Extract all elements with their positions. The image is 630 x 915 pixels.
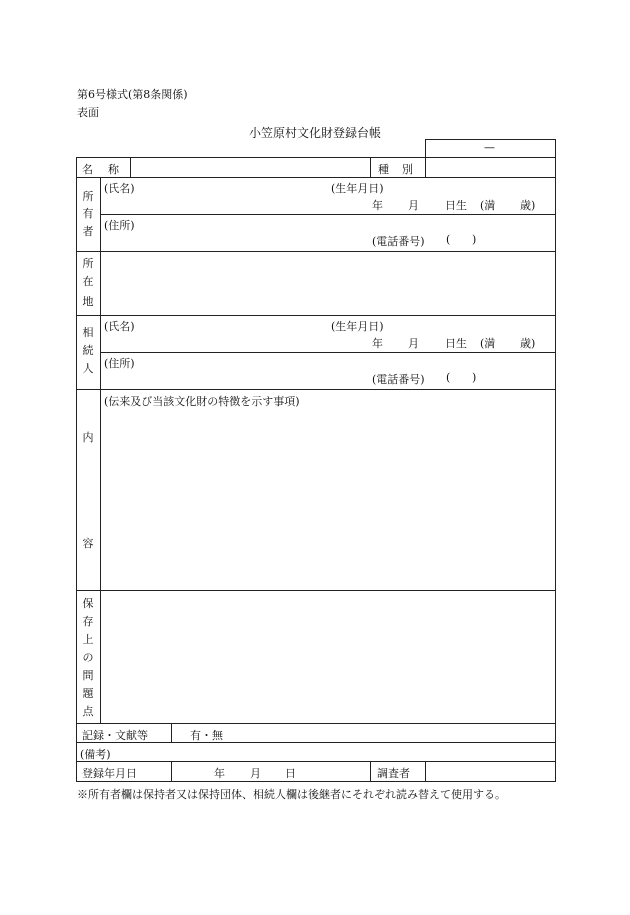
heir-name-label: (氏名) [104,320,135,333]
investigator-label: 調査者 [377,767,410,780]
page-title: 小笠原村文化財登録台帳 [248,126,381,140]
content-note: (伝来及び当該文化財の特徴を示す事項) [104,395,300,408]
preservation-label-5: 問 [82,669,94,682]
form-side: 表面 [77,106,99,119]
owner-phone-open: ( [446,233,451,246]
heir-label-1: 相 [82,326,94,339]
type-label-2: 別 [402,163,413,176]
registration-year: 年 [214,767,225,780]
heir-phone-open: ( [446,371,451,384]
heir-address-label: (住所) [104,357,135,370]
owner-birth-month: 月 [408,199,419,212]
heir-birth-day: 日生 [445,337,467,350]
preservation-label-2: 存 [82,615,94,628]
owner-phone-label: (電話番号) [372,235,425,248]
remarks-label: (備考) [80,748,111,761]
form-number: 第6号様式(第8条関係) [77,88,188,101]
registration-day: 日 [285,767,296,780]
owner-name-label: (氏名) [104,182,135,195]
heir-age-open: (満 [480,337,496,350]
location-label-2: 在 [82,275,94,288]
owner-address-label: (住所) [104,219,135,232]
footnote: ※所有者欄は保持者又は保持団体、相続人欄は後継者にそれぞれ読み替えて使用する。 [77,788,506,801]
heir-birth-month: 月 [408,337,419,350]
owner-label-2: 有 [82,207,94,220]
type-label-1: 種 [378,163,389,176]
records-value: 有・無 [190,729,223,742]
heir-birth-label: (生年月日) [331,320,384,333]
heir-label-3: 人 [82,362,94,375]
location-label-1: 所 [82,257,94,270]
registration-label: 登録年月日 [82,767,137,780]
name-label-2: 称 [108,163,119,176]
content-label-bottom: 容 [82,537,94,550]
name-label-1: 名 [82,163,93,176]
preservation-label-1: 保 [82,597,94,610]
heir-age-close: 歳) [520,337,536,350]
preservation-label-7: 点 [82,705,94,718]
location-label-3: 地 [82,295,94,308]
owner-birth-year: 年 [372,199,383,212]
owner-age-close: 歳) [520,199,536,212]
owner-age-open: (満 [480,199,496,212]
owner-birth-day: 日生 [445,199,467,212]
owner-label-3: 者 [82,225,94,238]
heir-phone-close: ) [472,371,477,384]
content-label-top: 内 [82,431,94,444]
owner-label-1: 所 [82,190,94,203]
records-label: 記録・文献等 [82,729,148,742]
heir-label-2: 続 [82,344,94,357]
preservation-label-4: の [82,651,94,664]
preservation-label-6: 題 [82,687,94,700]
heir-phone-label-text: (電話番号) [372,373,425,386]
registration-month: 月 [250,767,261,780]
heir-birth-year: 年 [372,337,383,350]
preservation-label-3: 上 [82,633,94,646]
owner-phone-close: ) [472,233,477,246]
number-separator: — [484,141,495,154]
owner-birth-label: (生年月日) [331,182,384,195]
